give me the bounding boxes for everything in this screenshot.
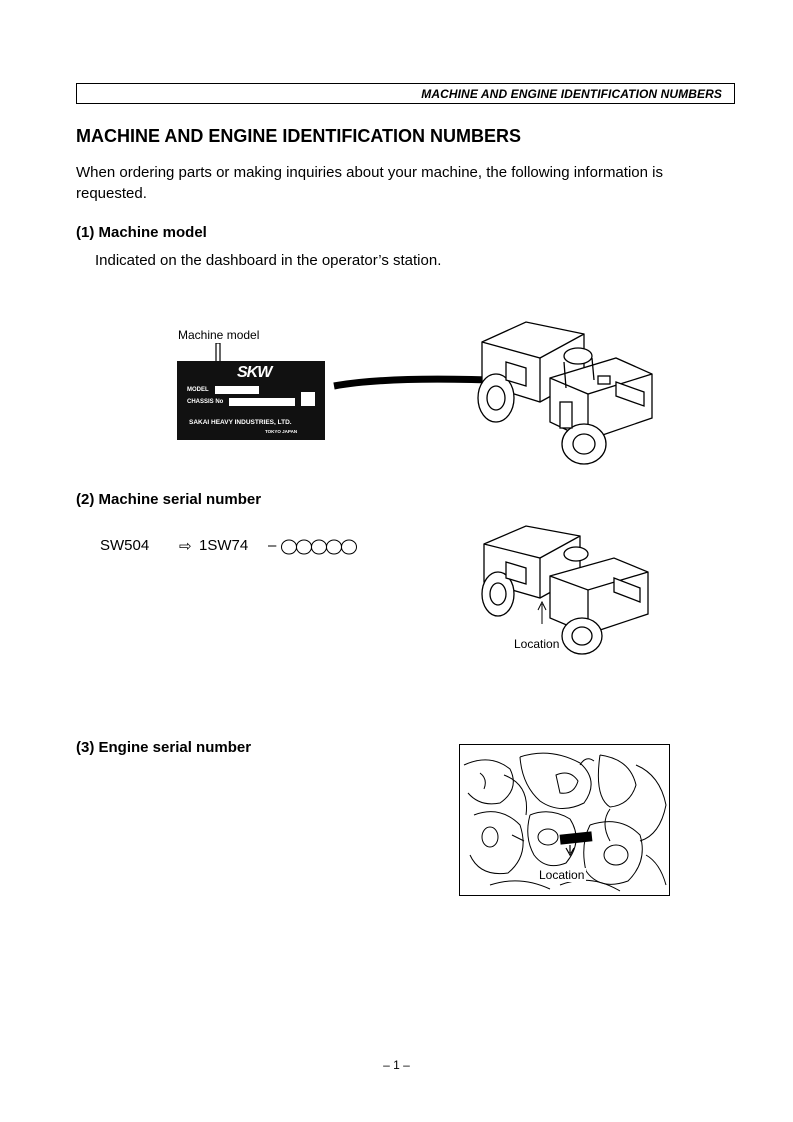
serial-digit-circle xyxy=(327,540,342,554)
section-engine-serial-heading: (3) Engine serial number xyxy=(76,739,252,756)
serial-arrow-icon: ⇨ xyxy=(179,538,192,555)
plate-city: TOKYO JAPAN xyxy=(265,429,298,434)
serial-number-format xyxy=(100,537,370,557)
serial-digit-circle xyxy=(297,540,312,554)
engine-location-label: Location xyxy=(539,868,585,882)
serial-location-label: Location xyxy=(514,637,560,651)
roller-dashboard-illustration xyxy=(466,318,662,470)
identification-plate xyxy=(177,361,325,440)
section-machine-model-heading: (1) Machine model xyxy=(76,224,207,241)
serial-dash: – xyxy=(268,537,277,554)
serial-model: SW504 xyxy=(100,537,150,554)
page-title: MACHINE AND ENGINE IDENTIFICATION NUMBERS xyxy=(76,126,521,146)
running-header xyxy=(76,83,735,104)
intro-paragraph: When ordering parts or making inquiries about your machine, the following information is requested. xyxy=(76,164,663,202)
serial-prefix: 1SW74 xyxy=(199,537,249,554)
plate-model-label: MODEL xyxy=(187,387,209,393)
engine-photo-frame xyxy=(459,744,670,896)
running-header-title: MACHINE AND ENGINE IDENTIFICATION NUMBERS xyxy=(421,87,722,101)
section-machine-model-body: Indicated on the dashboard in the operator’s station. xyxy=(95,252,442,269)
section-serial-number-heading: (2) Machine serial number xyxy=(76,491,262,508)
serial-digit-circle xyxy=(282,540,297,554)
plate-stamp-box xyxy=(301,392,315,406)
plate-chassis-field xyxy=(229,398,295,406)
roller-serial-location-illustration xyxy=(476,522,662,662)
serial-digit-circle xyxy=(342,540,357,554)
plate-maker: SAKAI HEAVY INDUSTRIES, LTD. xyxy=(189,419,292,426)
serial-digit-circle xyxy=(312,540,327,554)
plate-logo: SKW xyxy=(237,364,272,381)
plate-model-field xyxy=(215,386,259,394)
plate-chassis-label: CHASSIS No xyxy=(187,399,224,405)
page-number: – 1 – xyxy=(383,1058,410,1072)
serial-digit-circles xyxy=(281,539,361,555)
machine-model-callout-label: Machine model xyxy=(178,328,260,342)
